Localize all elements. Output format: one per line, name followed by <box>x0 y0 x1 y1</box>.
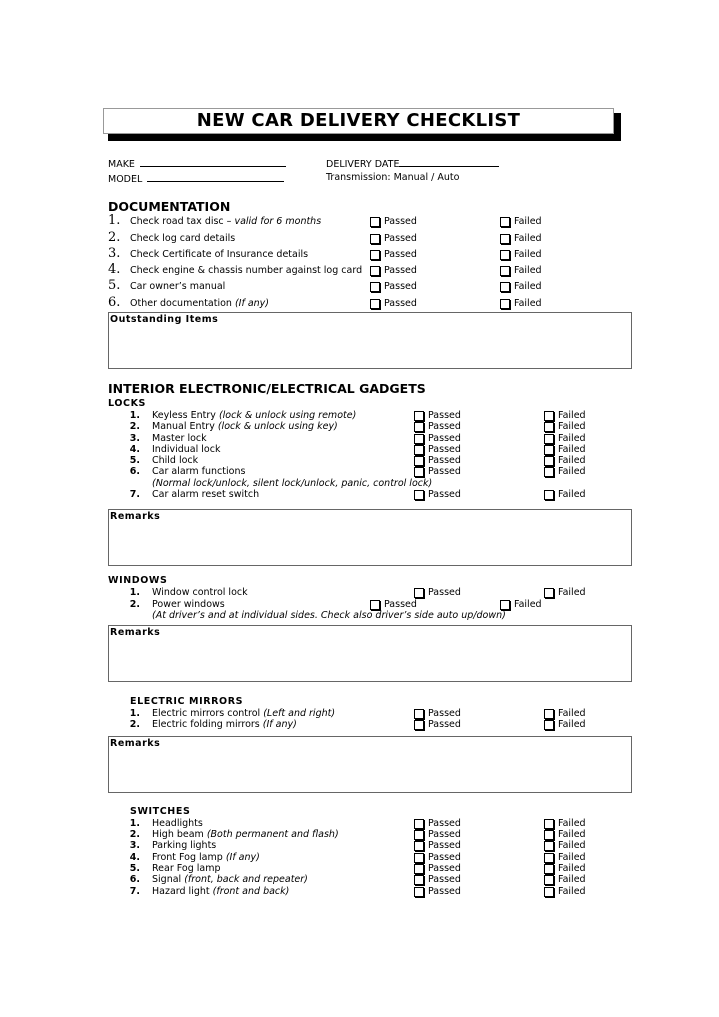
item-number: 6. <box>108 295 121 310</box>
failed-label: Failed <box>558 840 586 851</box>
item-label: Car owner’s manual <box>130 281 226 292</box>
item-number: 2. <box>108 230 121 245</box>
item-label: Window control lock <box>152 587 248 598</box>
item-number: 5. <box>108 278 121 293</box>
passed-checkbox[interactable] <box>370 282 380 292</box>
item-number: 2. <box>129 829 140 840</box>
failed-label: Failed <box>558 466 586 477</box>
passed-checkbox[interactable] <box>414 588 424 598</box>
item-label: Check engine & chassis number against log card <box>130 265 363 276</box>
item-number: 1. <box>129 708 140 719</box>
passed-checkbox[interactable] <box>414 422 424 432</box>
failed-checkbox[interactable] <box>500 299 510 309</box>
failed-label: Failed <box>514 281 542 292</box>
item-label: Headlights <box>152 818 203 829</box>
passed-label: Passed <box>428 852 461 863</box>
failed-checkbox[interactable] <box>500 266 510 276</box>
item-text <box>130 280 225 294</box>
transmission-field: Transmission: Manual / Auto <box>326 172 460 183</box>
passed-checkbox[interactable] <box>370 234 380 244</box>
switches-heading: SWITCHES <box>130 806 191 817</box>
item-number: 7. <box>129 886 140 897</box>
documentation-heading: DOCUMENTATION <box>108 199 231 214</box>
item-number: 3. <box>129 840 140 851</box>
passed-label: Passed <box>384 265 417 276</box>
failed-label: Failed <box>558 455 586 466</box>
failed-checkbox[interactable] <box>544 887 554 897</box>
passed-label: Passed <box>384 281 417 292</box>
item-note: (lock & unlock using remote) <box>218 410 357 421</box>
passed-label: Passed <box>384 216 417 227</box>
passed-label: Passed <box>428 708 461 719</box>
failed-checkbox[interactable] <box>544 490 554 500</box>
failed-label: Failed <box>558 410 586 421</box>
failed-label: Failed <box>558 489 586 500</box>
make-label: MAKE <box>108 159 135 170</box>
item-label: Power windows <box>152 599 225 610</box>
locks-remarks-label: Remarks <box>110 511 161 522</box>
passed-label: Passed <box>428 455 461 466</box>
passed-checkbox[interactable] <box>414 887 424 897</box>
item-number: 3. <box>108 246 121 261</box>
passed-checkbox[interactable] <box>414 875 424 885</box>
passed-label: Passed <box>428 444 461 455</box>
checklist-row <box>0 280 719 294</box>
locks-sub-note: (Normal lock/unlock, silent lock/unlock, panic, control lock) <box>152 478 433 489</box>
interior-heading: INTERIOR ELECTRONIC/ELECTRICAL GADGETS <box>108 381 426 396</box>
passed-label: Passed <box>384 599 417 610</box>
item-label: Individual lock <box>152 444 221 455</box>
outstanding-items-box[interactable] <box>108 312 632 369</box>
item-number: 1. <box>129 410 140 421</box>
item-label: Electric folding mirrors <box>152 719 263 730</box>
mirrors-remarks-label: Remarks <box>110 738 161 749</box>
passed-label: Passed <box>428 840 461 851</box>
item-note: (Left and right) <box>263 708 336 719</box>
passed-label: Passed <box>428 489 461 500</box>
outstanding-items-label: Outstanding Items <box>110 314 219 325</box>
item-number: 6. <box>129 874 140 885</box>
windows-sub-note: (At driver’s and at individual sides. Check also driver’s side auto up/down) <box>152 610 506 621</box>
item-label: Rear Fog lamp <box>152 863 221 874</box>
failed-label: Failed <box>514 298 542 309</box>
passed-checkbox[interactable] <box>370 250 380 260</box>
item-text <box>130 215 321 229</box>
failed-label: Failed <box>514 265 542 276</box>
failed-checkbox[interactable] <box>500 282 510 292</box>
failed-checkbox[interactable] <box>544 720 554 730</box>
item-number: 4. <box>129 444 140 455</box>
passed-checkbox[interactable] <box>370 217 380 227</box>
item-label: Manual Entry <box>152 421 218 432</box>
item-text <box>130 248 308 262</box>
passed-checkbox[interactable] <box>414 467 424 477</box>
failed-label: Failed <box>558 587 586 598</box>
item-text <box>130 232 235 246</box>
checklist-row <box>0 248 719 262</box>
locks-heading: LOCKS <box>108 398 146 409</box>
passed-checkbox[interactable] <box>370 299 380 309</box>
failed-checkbox[interactable] <box>500 217 510 227</box>
failed-checkbox[interactable] <box>544 422 554 432</box>
checklist-row <box>0 232 719 246</box>
model-label: MODEL <box>108 174 143 185</box>
item-label: Check Certificate of Insurance details <box>130 249 309 260</box>
failed-checkbox[interactable] <box>544 588 554 598</box>
failed-label: Failed <box>558 421 586 432</box>
item-text <box>130 264 362 278</box>
item-note: (If any) <box>234 298 270 309</box>
item-label: Parking lights <box>152 840 217 851</box>
item-note: (If any) <box>262 719 297 730</box>
windows-remarks-box[interactable] <box>108 625 632 682</box>
passed-label: Passed <box>428 874 461 885</box>
failed-label: Failed <box>514 249 542 260</box>
item-label: Master lock <box>152 433 207 444</box>
failed-label: Failed <box>514 599 542 610</box>
passed-label: Passed <box>384 249 417 260</box>
locks-remarks-box[interactable] <box>108 509 632 566</box>
item-text <box>152 718 297 732</box>
item-label: Child lock <box>152 455 199 466</box>
failed-label: Failed <box>558 886 586 897</box>
mirrors-remarks-box[interactable] <box>108 736 632 793</box>
failed-label: Failed <box>558 433 586 444</box>
passed-label: Passed <box>428 587 461 598</box>
item-label: Other documentation <box>130 298 235 309</box>
passed-label: Passed <box>428 829 461 840</box>
passed-label: Passed <box>428 863 461 874</box>
item-number: 4. <box>108 262 121 277</box>
passed-checkbox[interactable] <box>370 266 380 276</box>
delivery-date-label: DELIVERY DATE <box>326 159 400 170</box>
item-note: (If any) <box>225 852 260 863</box>
passed-label: Passed <box>428 719 461 730</box>
item-label: Front Fog lamp <box>152 852 226 863</box>
item-note: valid for 6 months <box>234 216 322 227</box>
item-note: (Both permanent and flash) <box>206 829 339 840</box>
failed-label: Failed <box>558 852 586 863</box>
item-number: 7. <box>129 489 140 500</box>
failed-checkbox[interactable] <box>500 250 510 260</box>
item-number: 5. <box>129 455 140 466</box>
item-label: Check road tax disc – <box>130 216 235 227</box>
item-text <box>152 885 289 899</box>
failed-label: Failed <box>558 874 586 885</box>
item-number: 4. <box>129 852 140 863</box>
item-number: 2. <box>129 719 140 730</box>
passed-label: Passed <box>384 233 417 244</box>
item-label: Keyless Entry <box>152 410 219 421</box>
failed-label: Failed <box>514 233 542 244</box>
failed-label: Failed <box>558 719 586 730</box>
checklist-row <box>0 885 719 899</box>
page-title: NEW CAR DELIVERY CHECKLIST <box>103 108 614 134</box>
passed-label: Passed <box>428 818 461 829</box>
mirrors-heading: ELECTRIC MIRRORS <box>130 696 244 707</box>
passed-label: Passed <box>428 466 461 477</box>
checklist-row <box>0 264 719 278</box>
passed-checkbox[interactable] <box>414 490 424 500</box>
make-field <box>108 157 286 171</box>
failed-label: Failed <box>558 829 586 840</box>
passed-label: Passed <box>428 886 461 897</box>
item-label: Electric mirrors control <box>152 708 264 719</box>
failed-checkbox[interactable] <box>544 467 554 477</box>
item-label: Check log card details <box>130 233 236 244</box>
failed-label: Failed <box>558 863 586 874</box>
delivery-date-line[interactable] <box>399 157 499 167</box>
item-number: 1. <box>129 818 140 829</box>
windows-remarks-label: Remarks <box>110 627 161 638</box>
failed-label: Failed <box>558 444 586 455</box>
passed-label: Passed <box>428 410 461 421</box>
item-label: Signal <box>152 874 185 885</box>
item-label: Car alarm reset switch <box>152 489 260 500</box>
failed-checkbox[interactable] <box>544 875 554 885</box>
delivery-date-field <box>326 157 499 171</box>
model-field <box>108 172 284 186</box>
item-note: (front, back and repeater) <box>184 874 308 885</box>
passed-label: Passed <box>428 433 461 444</box>
item-label: Hazard light <box>152 886 213 897</box>
passed-label: Passed <box>428 421 461 432</box>
passed-checkbox[interactable] <box>414 841 424 851</box>
item-label: High beam <box>152 829 207 840</box>
windows-heading: WINDOWS <box>108 575 168 586</box>
item-number: 2. <box>129 421 140 432</box>
failed-label: Failed <box>558 708 586 719</box>
failed-checkbox[interactable] <box>500 234 510 244</box>
model-line[interactable] <box>147 172 284 182</box>
item-text <box>130 297 269 311</box>
item-number: 1. <box>108 213 121 228</box>
item-number: 6. <box>129 466 140 477</box>
item-number: 5. <box>129 863 140 874</box>
failed-checkbox[interactable] <box>544 841 554 851</box>
item-note: (front and back) <box>212 886 290 897</box>
checklist-row <box>0 297 719 311</box>
item-number: 3. <box>129 433 140 444</box>
checklist-row <box>0 215 719 229</box>
make-line[interactable] <box>140 157 286 167</box>
item-number: 1. <box>129 587 140 598</box>
item-number: 2. <box>129 599 140 610</box>
item-note: (lock & unlock using key) <box>217 421 338 432</box>
failed-label: Failed <box>514 216 542 227</box>
failed-label: Failed <box>558 818 586 829</box>
passed-checkbox[interactable] <box>414 720 424 730</box>
item-label: Car alarm functions <box>152 466 246 477</box>
checklist-row <box>0 718 719 732</box>
passed-label: Passed <box>384 298 417 309</box>
